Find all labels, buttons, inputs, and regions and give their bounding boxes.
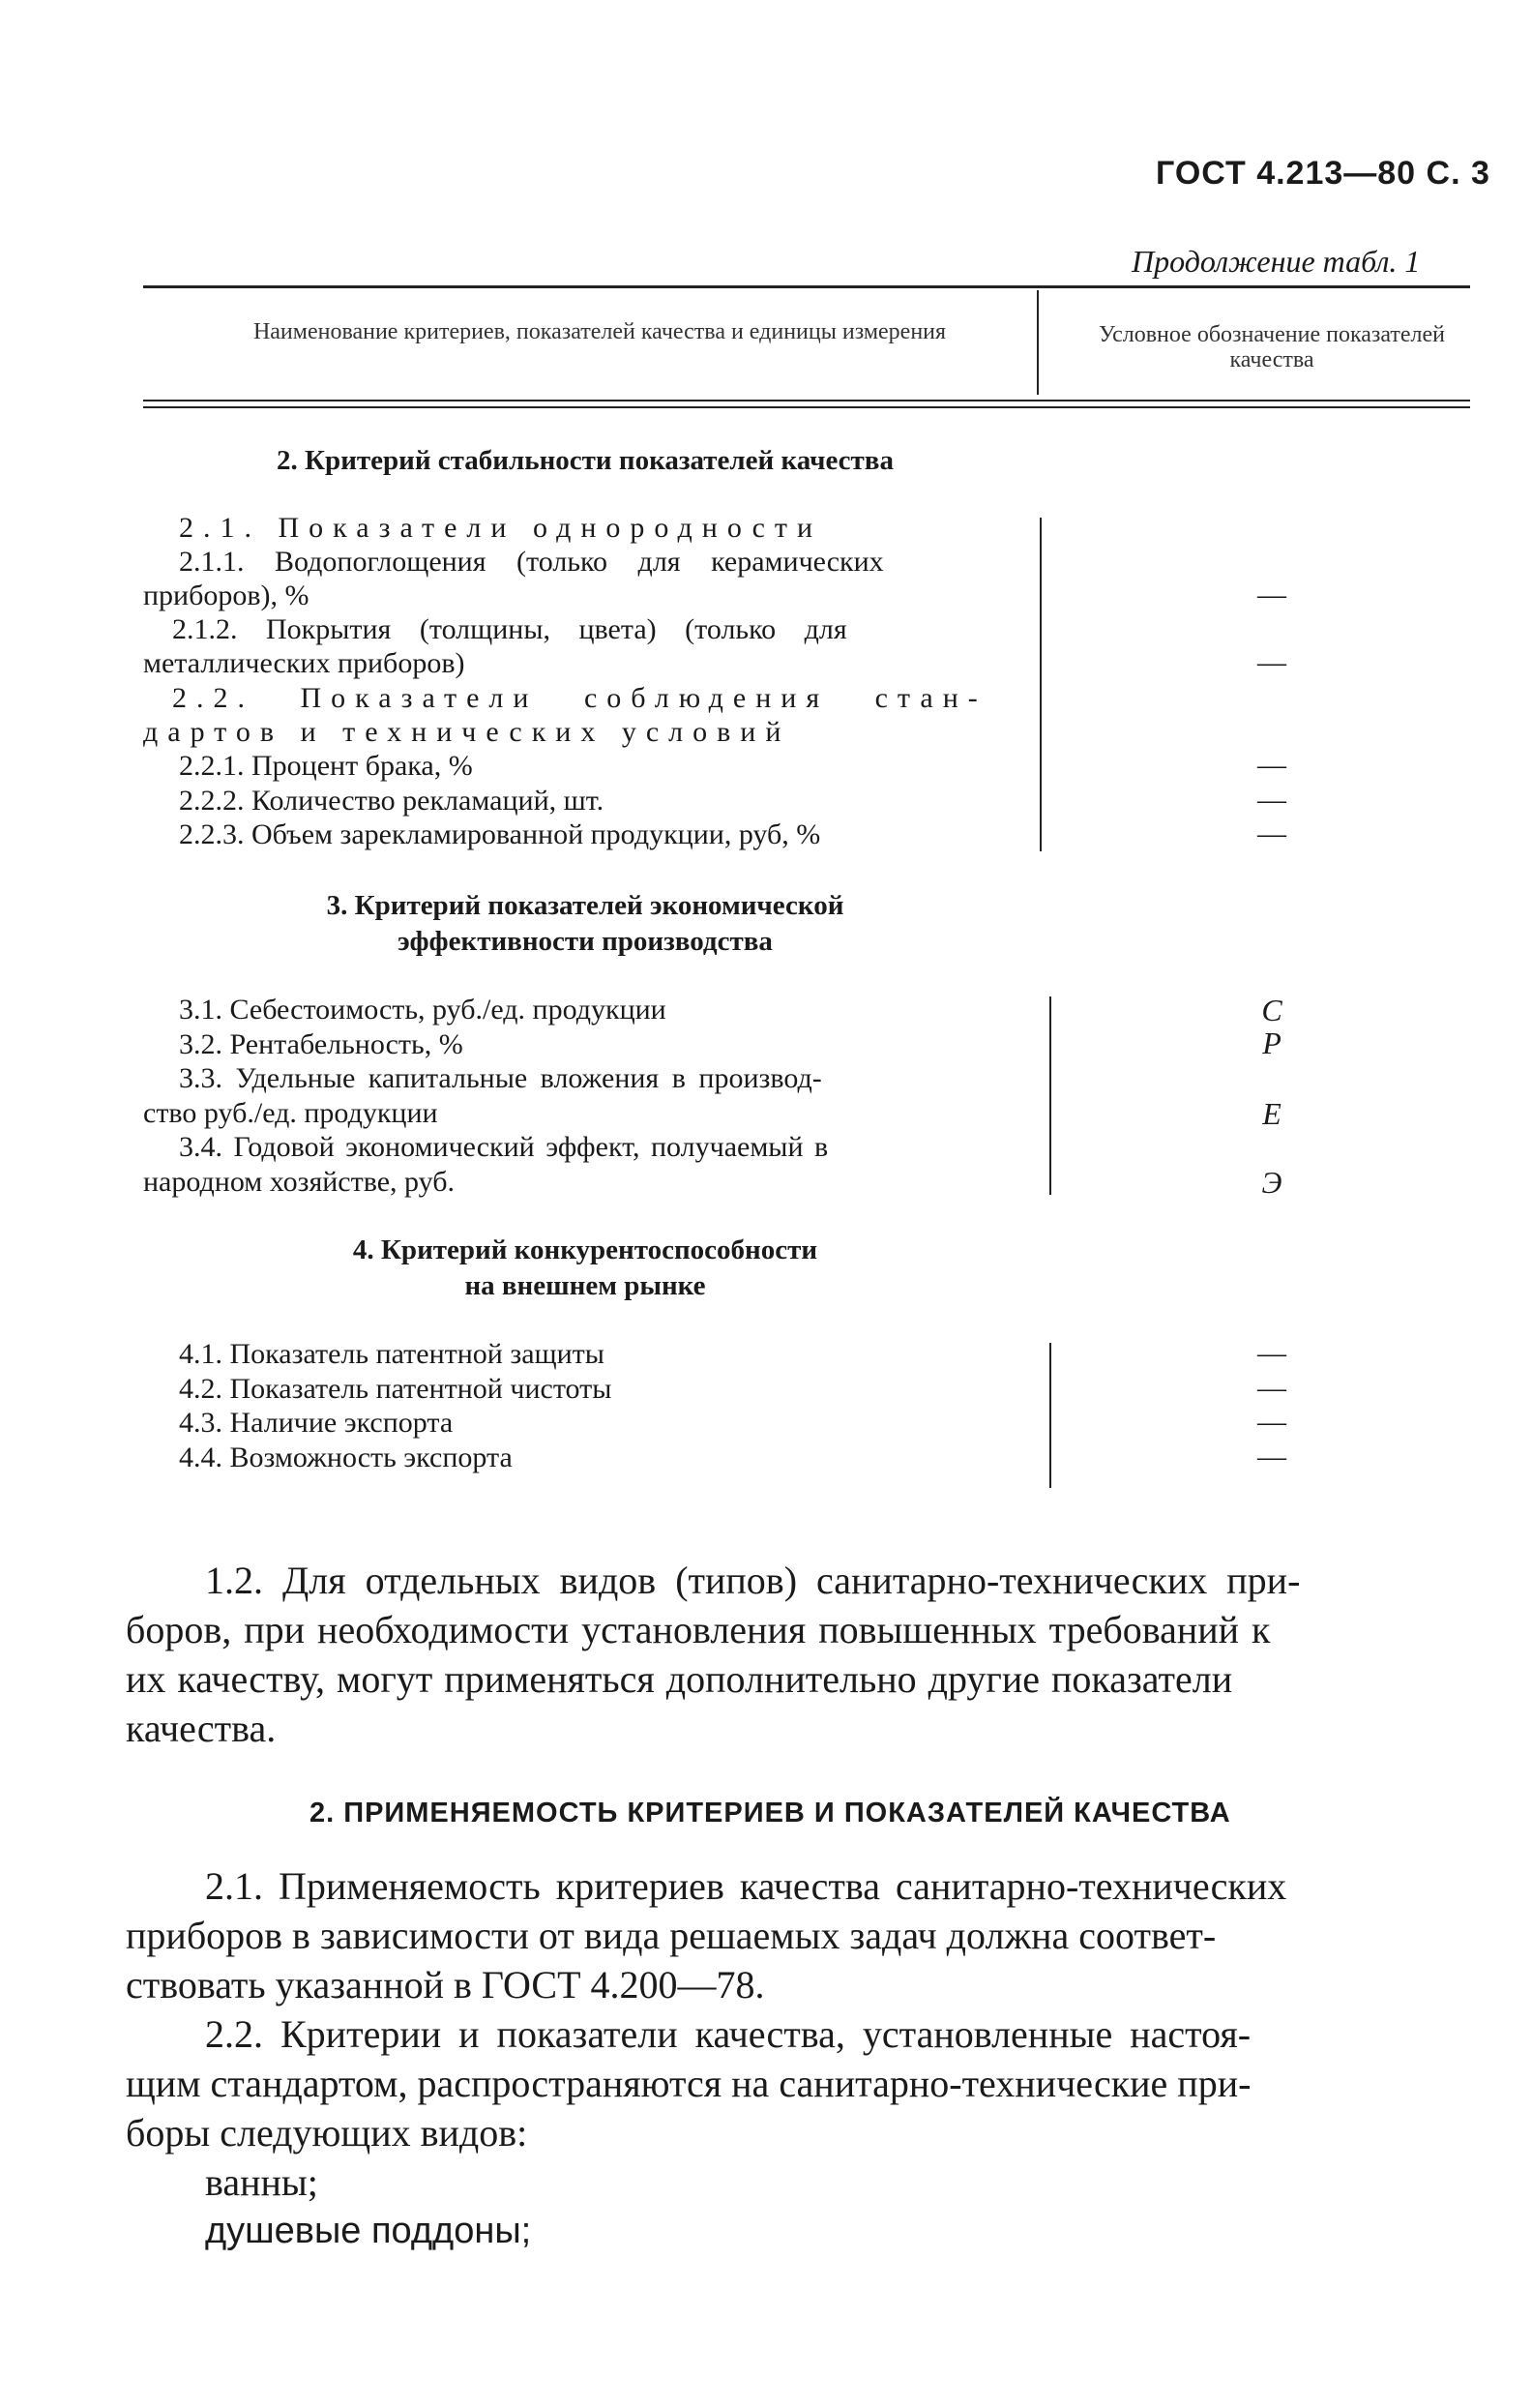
table-header-rule-2	[143, 406, 1470, 408]
code-2-2-1: —	[1257, 749, 1286, 781]
paragraph-2-2-line-1: 2.2. Критерии и показатели качества, установленные настоя-	[205, 2012, 1252, 2056]
section-3-title-line-2: эффективности производства	[398, 926, 773, 957]
column-header-code: Условное обозначение показателей качества	[1098, 322, 1446, 372]
section-2-divider	[1040, 518, 1042, 851]
row-2-1-2: 2.1.2. Покрытия (толщины, цвета) (только для	[172, 613, 847, 645]
table-top-rule	[143, 285, 1470, 288]
table-header-rule-1	[143, 400, 1470, 401]
row-2-1: 2.1. Показатели однородности	[179, 512, 823, 544]
standard-number: ГОСТ 4.213—80 С. 3	[1156, 155, 1490, 192]
row-3-3-cont: ство руб./ед. продукции	[143, 1097, 438, 1129]
section-3-title-line-1: 3. Критерий показателей экономической	[326, 890, 844, 921]
list-item: душевые поддоны;	[205, 2211, 532, 2251]
paragraph-1-2-line-1: 1.2. Для отдельных видов (типов) санитарно-технических при-	[205, 1559, 1301, 1602]
paragraph-2-1-line-3: ствовать указанной в ГОСТ 4.200—78.	[126, 1963, 765, 2007]
row-3-3: 3.3. Удельные капитальные вложения в производ-	[179, 1062, 822, 1094]
list-item: ванны;	[205, 2160, 318, 2204]
row-3-4: 3.4. Годовой экономический эффект, получаемый в	[179, 1131, 829, 1163]
row-3-4-cont: народном хозяйстве, руб.	[143, 1166, 456, 1198]
section-4-title-line-1: 4. Критерий конкурентоспособности	[352, 1234, 818, 1265]
row-4-4: 4.4. Возможность экспорта	[179, 1442, 513, 1473]
row-2-2-2: 2.2.2. Количество рекламаций, шт.	[179, 785, 604, 817]
row-3-2: 3.2. Рентабельность, %	[179, 1028, 463, 1060]
row-4-3: 4.3. Наличие экспорта	[179, 1407, 454, 1439]
table-header-divider	[1037, 290, 1039, 395]
section-3-divider	[1049, 996, 1051, 1195]
paragraph-2-2-line-2: щим стандартом, распространяются на санитарно-технические при-	[126, 2062, 1252, 2105]
paragraph-1-2-line-3: их качеству, могут применяться дополнительно другие показатели	[126, 1657, 1233, 1701]
row-2-1-1: 2.1.1. Водопоглощения (только для керамических	[179, 546, 884, 578]
table-continuation-label: Продолжение табл. 1	[1132, 244, 1421, 279]
code-2-1-2: —	[1257, 646, 1286, 678]
row-4-2: 4.2. Показатель патентной чистоты	[179, 1373, 612, 1405]
code-2-1-1: —	[1257, 579, 1286, 610]
code-2-2-2: —	[1257, 784, 1286, 816]
code-2-2-3: —	[1257, 818, 1286, 849]
row-2-2: 2.2. Показатели соблюдения стан-	[172, 682, 987, 714]
code-3-1: С	[1261, 993, 1282, 1027]
row-3-1: 3.1. Себестоимость, руб./ед. продукции	[179, 994, 666, 1026]
code-3-2: Р	[1262, 1026, 1282, 1060]
code-4-4: —	[1257, 1441, 1286, 1472]
code-4-1: —	[1257, 1337, 1286, 1369]
code-3-4: Э	[1261, 1165, 1282, 1200]
section-2-title: 2. Критерий стабильности показателей качества	[277, 445, 894, 476]
section-heading: 2. ПРИМЕНЯЕМОСТЬ КРИТЕРИЕВ И ПОКАЗАТЕЛЕЙ КАЧЕСТВА	[309, 1798, 1231, 1828]
paragraph-2-1-line-2: приборов в зависимости от вида решаемых задач должна соответ-	[126, 1914, 1217, 1957]
code-3-3: Е	[1262, 1096, 1282, 1131]
code-4-2: —	[1257, 1372, 1286, 1404]
column-header-name: Наименование критериев, показателей качества и единицы измерения	[252, 319, 947, 344]
paragraph-2-2-line-3: боры следующих видов:	[126, 2111, 528, 2155]
section-4-title-line-2: на внешнем рынке	[464, 1270, 706, 1301]
paragraph-2-1-line-1: 2.1. Применяемость критериев качества санитарно-технических	[205, 1864, 1287, 1908]
row-2-1-1-cont: приборов), %	[143, 580, 309, 611]
paragraph-1-2-line-2: боров, при необходимости установления повышенных требований к	[126, 1608, 1271, 1651]
row-2-2-cont: дартов и технических условий	[143, 716, 791, 748]
code-4-3: —	[1257, 1406, 1286, 1438]
row-2-2-1: 2.2.1. Процент брака, %	[179, 750, 473, 782]
paragraph-1-2-line-4: качества.	[126, 1707, 277, 1750]
row-2-2-3: 2.2.3. Объем зарекламированной продукции, руб, %	[179, 818, 821, 850]
section-4-divider	[1049, 1343, 1051, 1488]
row-2-1-2-cont: металлических приборов)	[143, 647, 465, 679]
row-4-1: 4.1. Показатель патентной защиты	[179, 1338, 604, 1370]
